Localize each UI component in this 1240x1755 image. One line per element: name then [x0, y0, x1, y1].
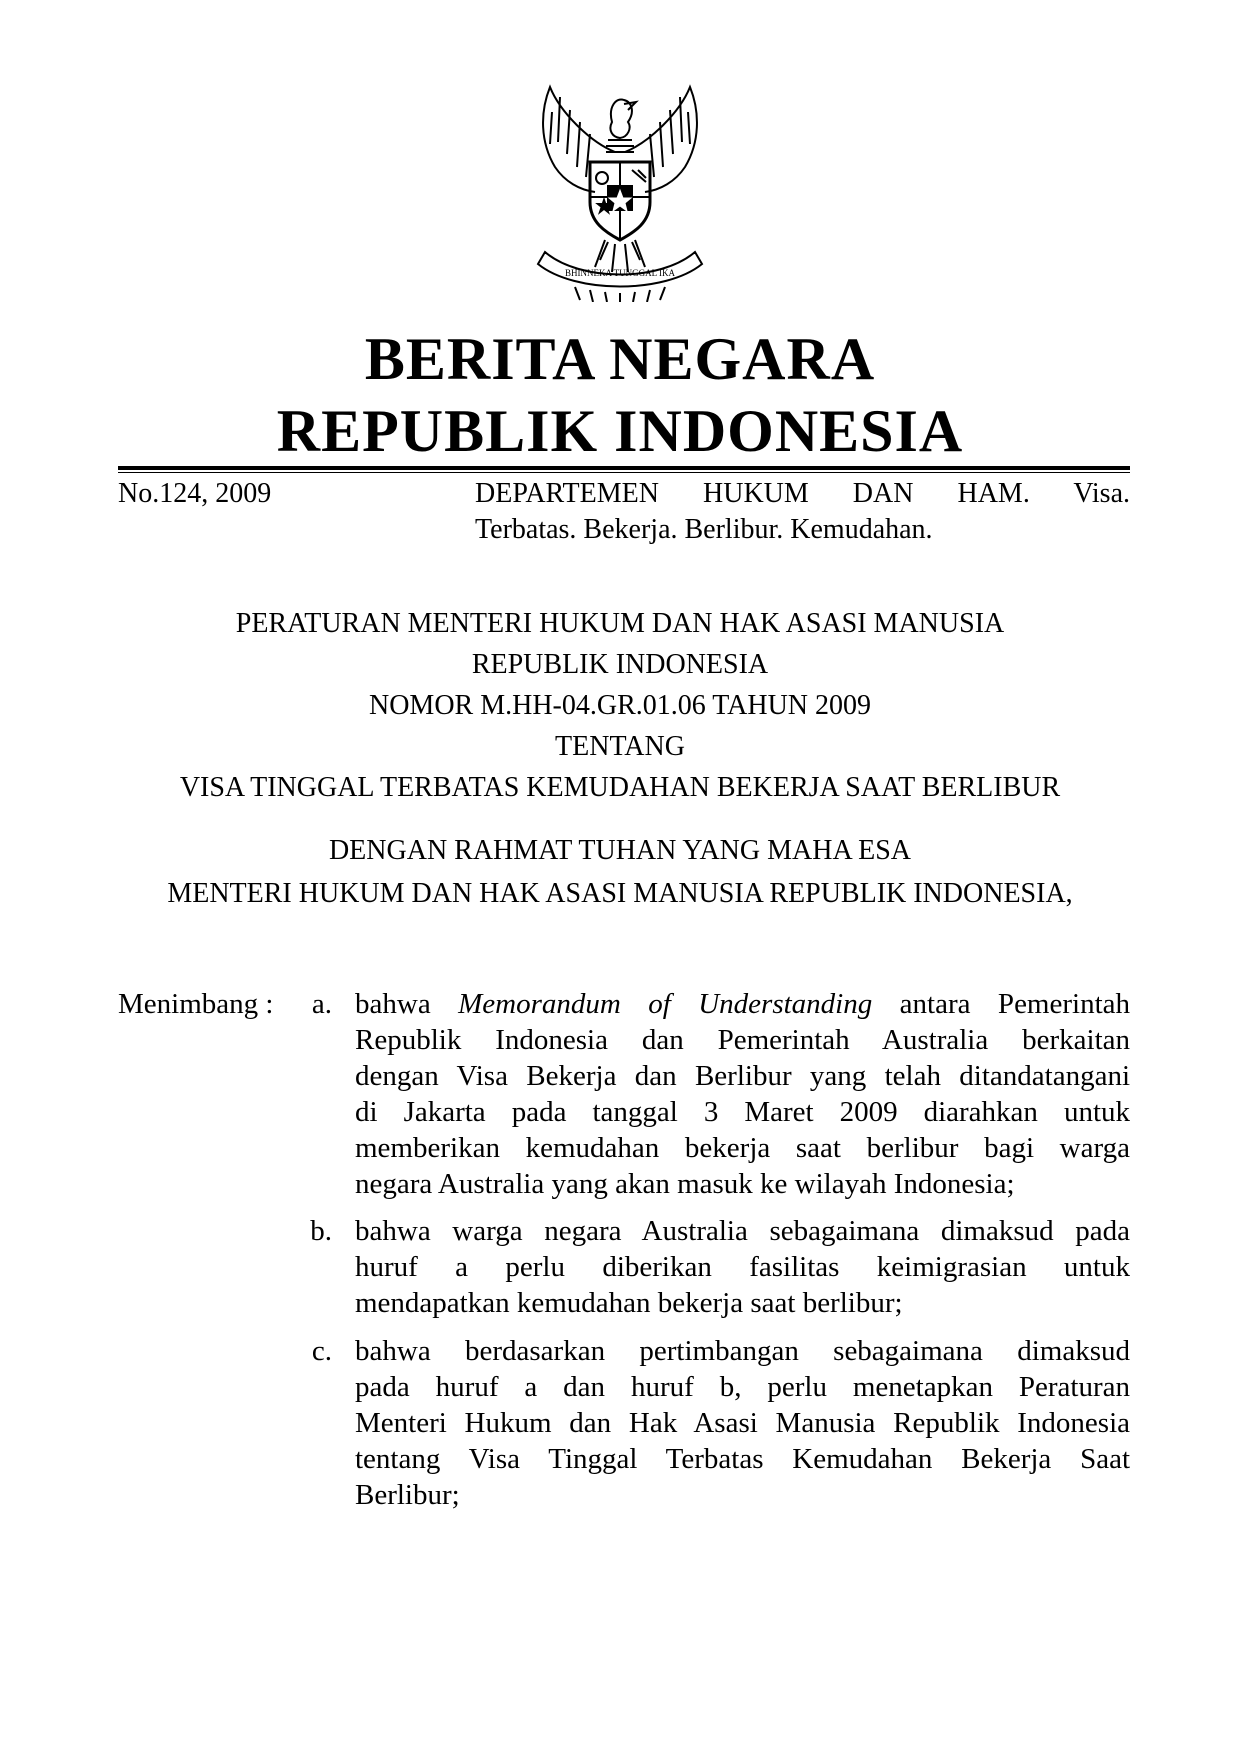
considering-line: Berlibur; — [355, 1479, 460, 1511]
considering-line: bahwa Memorandum of Understanding antara Pemerintah — [355, 988, 1131, 1020]
preamble-blessing: DENGAN RAHMAT TUHAN YANG MAHA ESA — [328, 835, 912, 866]
considering-line: pada huruf a dan huruf b, perlu menetapkan Peraturan — [355, 1371, 1130, 1403]
masthead-title: BERITA NEGARA — [364, 326, 876, 392]
department-line: DEPARTEMEN HUKUM DAN HAM. Visa. — [475, 478, 1130, 509]
mou-italic: Memorandum of Understanding — [458, 988, 873, 1020]
regulation-about: TENTANG — [555, 731, 685, 762]
garuda-pancasila-emblem-icon — [520, 82, 720, 302]
considering-line: bahwa berdasarkan pertimbangan sebagaimana dimaksud — [355, 1335, 1130, 1367]
considering-line: memberikan kemudahan bekerja saat berlibur bagi warga — [355, 1132, 1130, 1164]
regulation-country: REPUBLIK INDONESIA — [471, 649, 769, 680]
considering-item-letter: c. — [311, 1335, 332, 1367]
considering-item-b — [355, 1213, 1130, 1321]
svg-text:BHINNEKA TUNGGAL IKA: BHINNEKA TUNGGAL IKA — [565, 268, 675, 278]
considering-line: bahwa warga negara Australia sebagaimana dimaksud pada — [355, 1215, 1130, 1247]
regulation-subject: VISA TINGGAL TERBATAS KEMUDAHAN BEKERJA SAAT BERLIBUR — [179, 772, 1061, 803]
considering-line: Menteri Hukum dan Hak Asasi Manusia Republik Indonesia — [355, 1407, 1130, 1439]
considering-item-a — [355, 986, 1130, 1202]
preamble-minister: MENTERI HUKUM DAN HAK ASASI MANUSIA REPUBLIK INDONESIA, — [167, 878, 1073, 909]
issue-number: No.124, 2009 — [118, 478, 272, 509]
considering-label: Menimbang : — [118, 988, 274, 1020]
department-subject — [475, 476, 1130, 548]
considering-line: Republik Indonesia dan Pemerintah Australia berkaitan — [355, 1024, 1130, 1056]
department-line: Terbatas. Bekerja. Berlibur. Kemudahan. — [475, 514, 933, 545]
considering-line: mendapatkan kemudahan bekerja saat berlibur; — [355, 1287, 903, 1319]
considering-line: dengan Visa Bekerja dan Berlibur yang telah ditandatangani — [355, 1060, 1130, 1092]
considering-item-letter: b. — [310, 1215, 332, 1247]
considering-line: negara Australia yang akan masuk ke wilayah Indonesia; — [355, 1168, 1015, 1200]
header-rule-thin — [118, 472, 1130, 473]
considering-line: tentang Visa Tinggal Terbatas Kemudahan Bekerja Saat — [355, 1443, 1130, 1475]
regulation-number: NOMOR M.HH-04.GR.01.06 TAHUN 2009 — [368, 690, 872, 721]
considering-line: huruf a perlu diberikan fasilitas keimigrasian untuk — [355, 1251, 1130, 1283]
regulation-title: PERATURAN MENTERI HUKUM DAN HAK ASASI MANUSIA — [235, 608, 1005, 639]
considering-line: di Jakarta pada tanggal 3 Maret 2009 diarahkan untuk — [355, 1096, 1130, 1128]
considering-item-letter: a. — [311, 988, 332, 1020]
considering-item-c — [355, 1333, 1130, 1513]
header-rule — [118, 466, 1130, 470]
masthead-subtitle: REPUBLIK INDONESIA — [276, 398, 964, 464]
